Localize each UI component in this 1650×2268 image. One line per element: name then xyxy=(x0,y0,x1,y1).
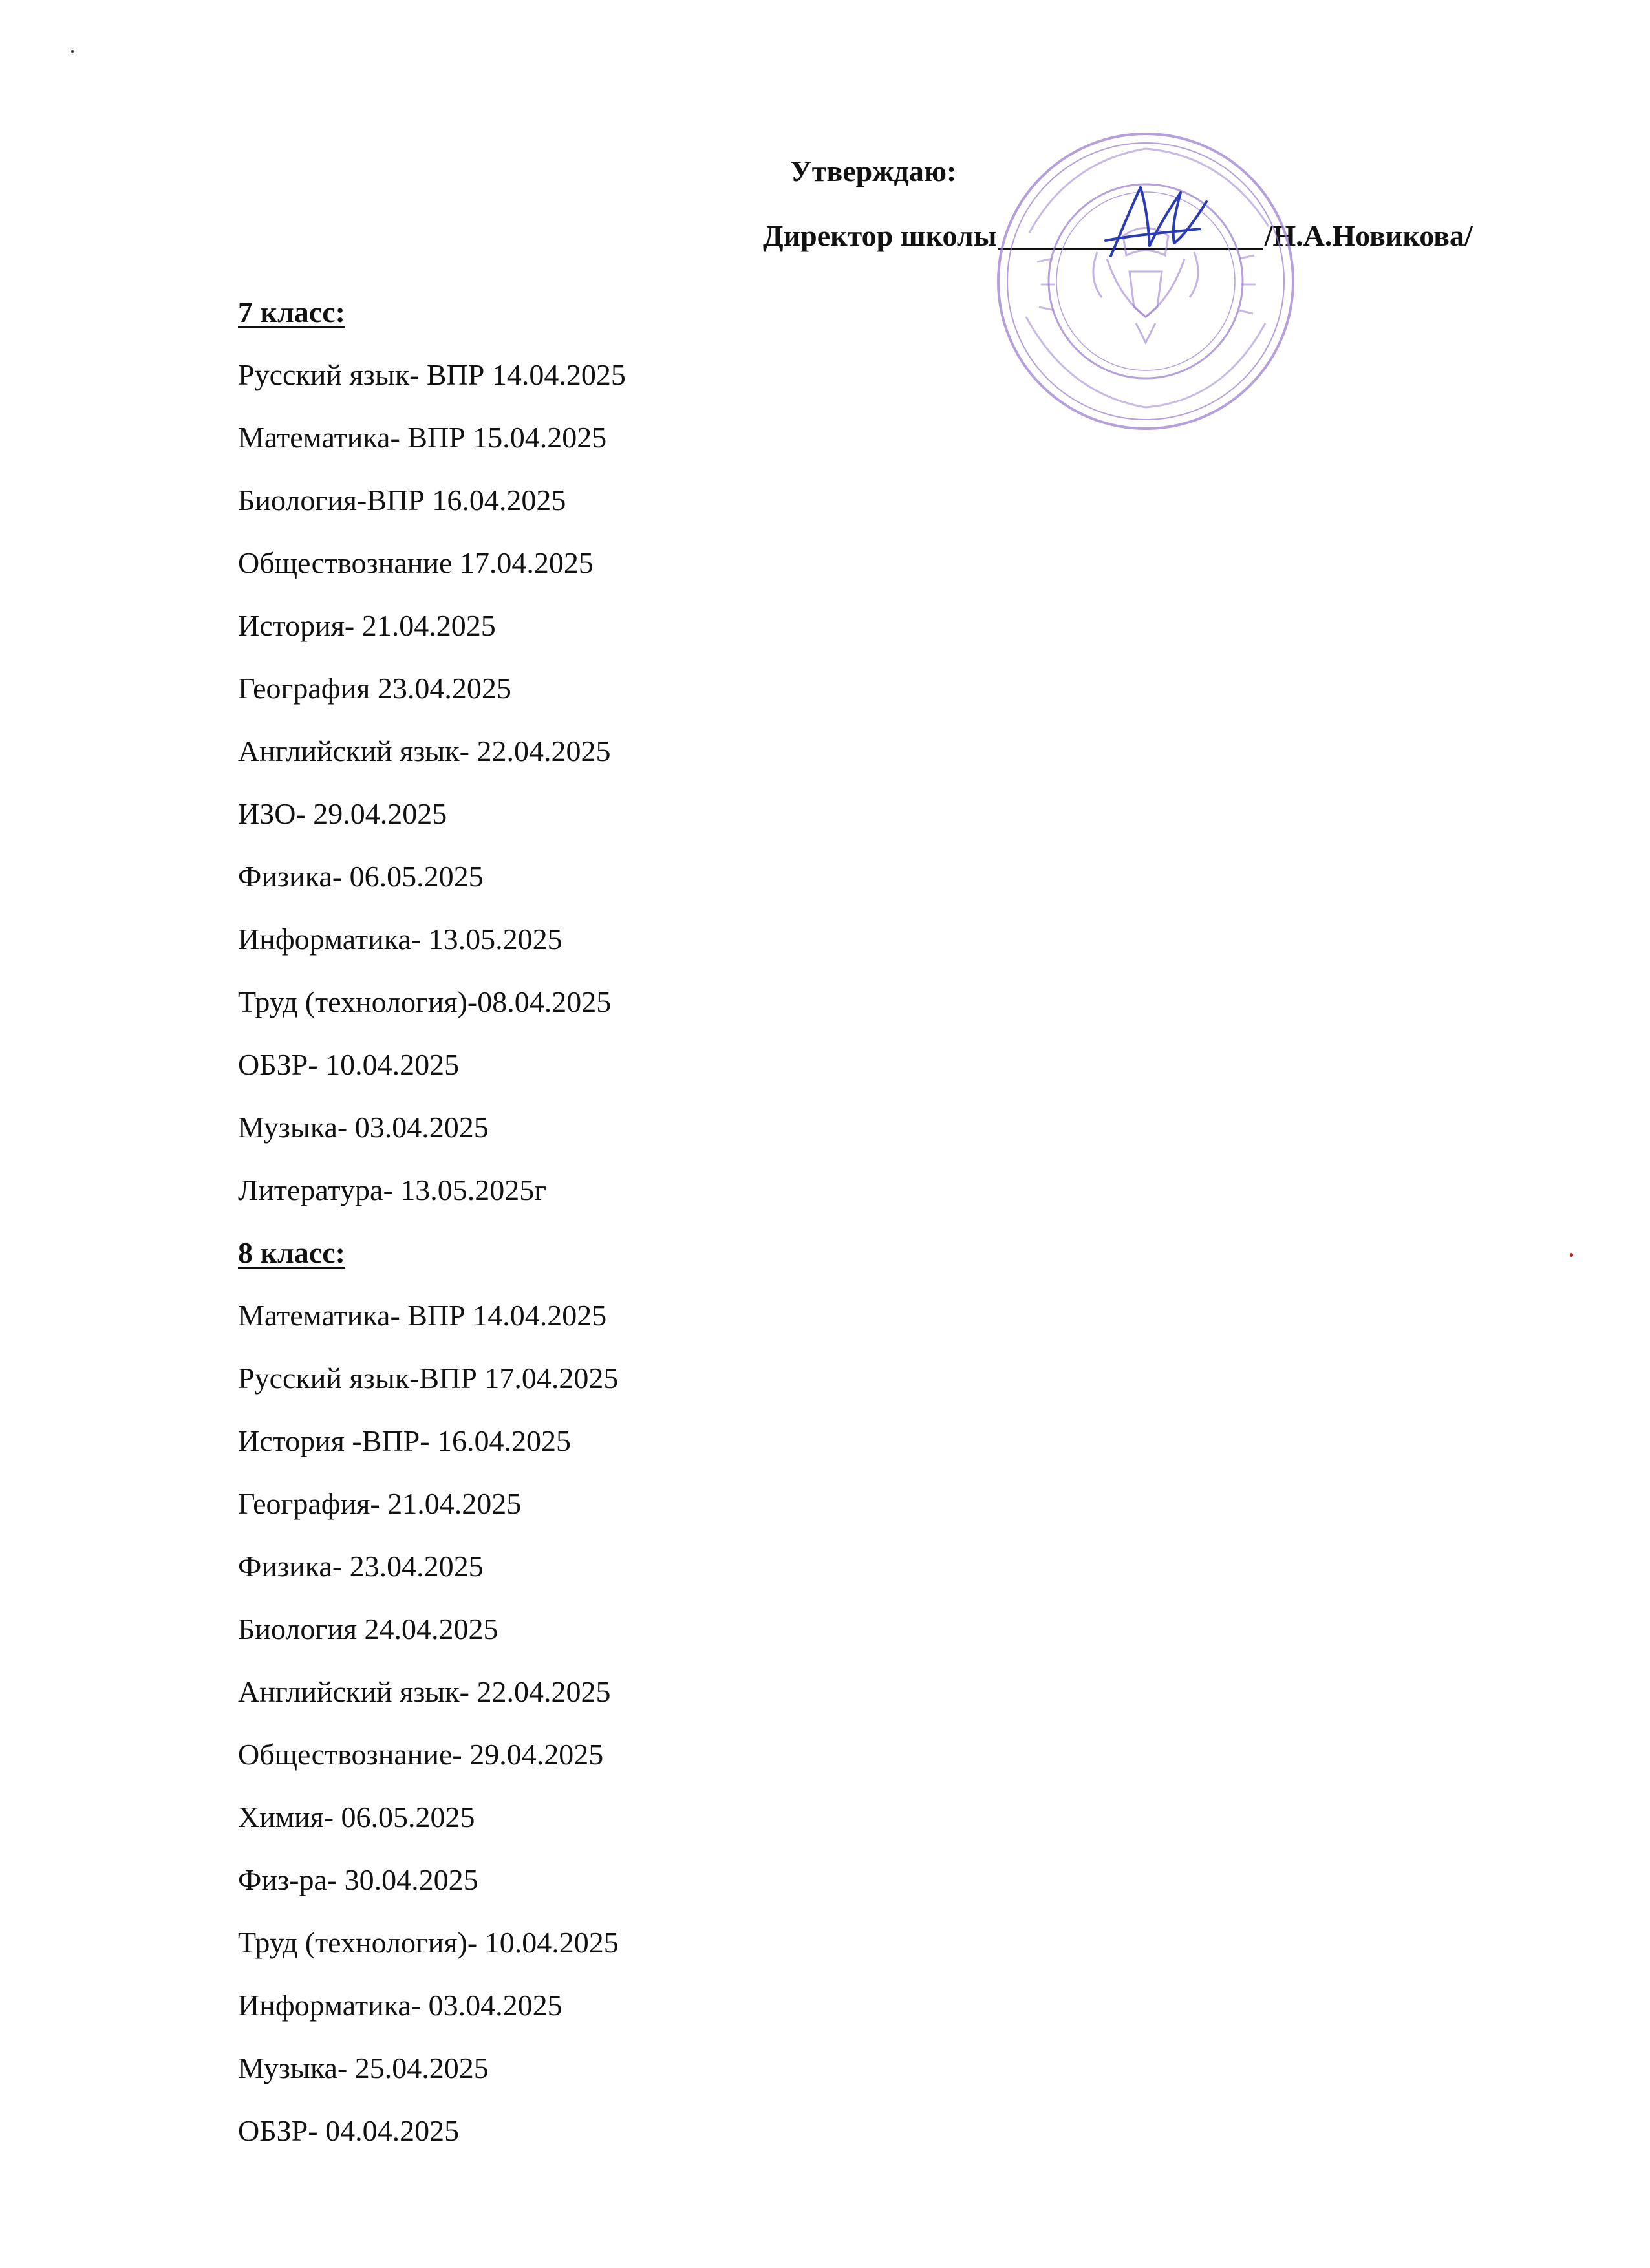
grade8-subject-line: Труд (технология)- 10.04.2025 xyxy=(238,1926,619,1959)
grade7-subject-line: Физика- 06.05.2025 xyxy=(238,860,484,893)
grade7-subject-line: Музыка- 03.04.2025 xyxy=(238,1111,489,1144)
grade7-subject-line: Английский язык- 22.04.2025 xyxy=(238,734,611,767)
scan-speck xyxy=(1570,1253,1573,1257)
grade8-heading: 8 класс: xyxy=(238,1236,345,1269)
grade8-section xyxy=(238,1221,1272,2162)
grade8-subject-line: Музыка- 25.04.2025 xyxy=(238,2051,489,2084)
grade8-subject-line: Русский язык-ВПР 17.04.2025 xyxy=(238,1362,619,1395)
grade7-subject-line: Математика- ВПР 15.04.2025 xyxy=(238,421,607,454)
grade7-subject-line: ОБЗР- 10.04.2025 xyxy=(238,1048,460,1081)
grade7-subject-line: Биология-ВПР 16.04.2025 xyxy=(238,484,566,517)
grade8-subject-line: Физ-ра- 30.04.2025 xyxy=(238,1863,478,1896)
grade7-heading: 7 класс: xyxy=(238,295,345,328)
grade8-subject-line: ОБЗР- 04.04.2025 xyxy=(238,2114,460,2147)
schedule-sections xyxy=(238,281,1272,2162)
grade8-subject-line: Информатика- 03.04.2025 xyxy=(238,1989,562,2022)
grade8-subject-line: Обществознание- 29.04.2025 xyxy=(238,1738,604,1771)
grade7-subject-line: Русский язык- ВПР 14.04.2025 xyxy=(238,358,626,391)
director-name: /Н.А.Новикова/ xyxy=(1264,219,1473,252)
grade8-subject-line: Физика- 23.04.2025 xyxy=(238,1550,484,1583)
grade7-subject-line: Труд (технология)-08.04.2025 xyxy=(238,985,612,1018)
grade7-subject-line: Информатика- 13.05.2025 xyxy=(238,923,562,956)
grade8-subject-line: Английский язык- 22.04.2025 xyxy=(238,1675,611,1708)
grade7-subject-line: История- 21.04.2025 xyxy=(238,609,496,642)
approval-block xyxy=(0,0,1650,272)
grade7-subject-line: ИЗО- 29.04.2025 xyxy=(238,797,447,830)
grade8-subject-line: Математика- ВПР 14.04.2025 xyxy=(238,1299,607,1332)
grade7-subject-line: География 23.04.2025 xyxy=(238,672,511,705)
grade7-subject-line: Обществознание 17.04.2025 xyxy=(238,546,594,579)
grade8-subject-line: Химия- 06.05.2025 xyxy=(238,1801,475,1834)
approval-title: Утверждаю: xyxy=(790,155,957,187)
director-signature-line xyxy=(763,217,1473,253)
grade7-subject-line: Литература- 13.05.2025г xyxy=(238,1173,547,1206)
grade8-subject-line: География- 21.04.2025 xyxy=(238,1487,522,1520)
grade8-subject-line: История -ВПР- 16.04.2025 xyxy=(238,1424,572,1457)
director-label: Директор школы xyxy=(763,219,997,252)
grade7-section xyxy=(238,281,1272,1221)
grade8-subject-line: Биология 24.04.2025 xyxy=(238,1612,498,1645)
signature-underline xyxy=(998,217,1263,250)
